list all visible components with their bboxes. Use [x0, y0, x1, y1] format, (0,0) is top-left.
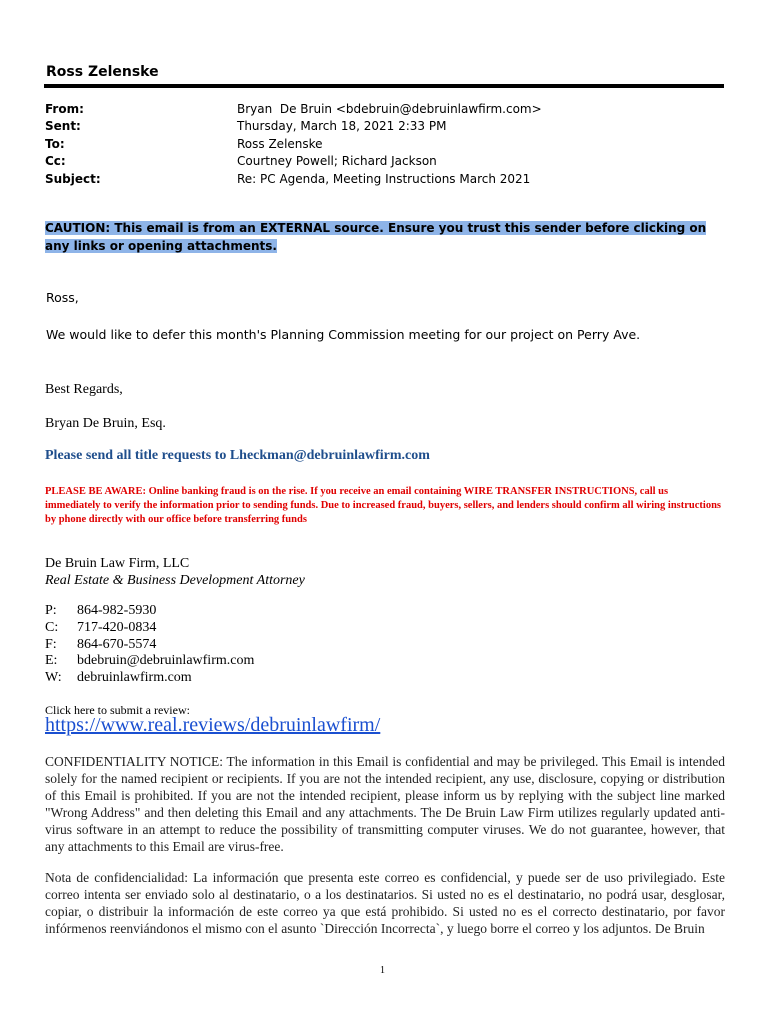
contact-key: P:: [45, 603, 57, 618]
caution-text: CAUTION: This email is from an EXTERNAL source. Ensure you trust this sender before clicking on any links or opening attachments.: [45, 221, 707, 253]
signer-name: Bryan De Bruin, Esq.: [45, 416, 166, 431]
contact-key: E:: [45, 653, 58, 669]
greeting: Ross,: [46, 290, 79, 305]
wire-fraud-warning: PLEASE BE AWARE: Online banking fraud is on the rise. If you receive an email containing WIRE TRANSFER INSTRUCTIONS, call us immediately to verify the information prior to sending funds. Due to increased fraud, buyers, sellers, and lenders should confirm all wiring instructions by phone directly with our office before transferring funds: [45, 486, 721, 526]
contact-value: 864-982-5930: [77, 603, 157, 618]
message-body: We would like to defer this month's Planning Commission meeting for our project on Perry Ave.: [46, 327, 641, 342]
from-label: From:: [45, 102, 84, 116]
contact-value: 864-670-5574: [77, 636, 157, 652]
contact-row-phone: [45, 603, 254, 620]
mailbox-owner-name: Ross Zelenske: [46, 64, 159, 80]
contact-key: W:: [45, 670, 62, 686]
contact-value: bdebruin@debruinlawfirm.com: [77, 653, 255, 669]
firm-subtitle: Real Estate & Business Development Attorney: [45, 573, 305, 588]
to-value: Ross Zelenske: [237, 136, 323, 151]
cc-label: Cc:: [45, 154, 66, 169]
contact-row-email: [45, 653, 254, 670]
contact-key: C:: [45, 619, 59, 635]
review-label: Click here to submit a review:: [45, 703, 190, 717]
contact-key: F:: [45, 636, 57, 652]
subject-value: Re: PC Agenda, Meeting Instructions March 2021: [237, 171, 531, 186]
contact-row-web: [45, 670, 254, 687]
contact-list: [45, 603, 254, 687]
contact-row-cell: [45, 620, 254, 637]
subject-row: [45, 171, 725, 188]
subject-label: Subject:: [45, 171, 101, 186]
header-divider: [44, 84, 724, 88]
page-number: 1: [380, 965, 385, 976]
to-label: To:: [45, 136, 65, 151]
email-header-block: [45, 101, 725, 188]
sent-label: Sent:: [45, 119, 81, 134]
contact-value: 717-420-0834: [77, 619, 157, 635]
sent-row: [45, 118, 725, 135]
cc-value: Courtney Powell; Richard Jackson: [237, 154, 437, 169]
confidentiality-notice: CONFIDENTIALITY NOTICE: The information in this Email is confidential and may be privileged. This Email is intended solely for the named recipient or recipients. If you are not the intended recipient, any use, disclosure, copying or distribution of this Email is prohibited. If you are not the intended recipient, please inform us by replying with the subject line marked "Wrong Address" and then deleting this Email and any attachments. The De Bruin Law Firm utilizes regularly updated anti-virus software in an attempt to reduce the possibility of transmitting computer viruses. We do not guarantee, however, that any attachments to this Email are virus-free.: [45, 754, 725, 854]
review-link[interactable]: https://www.real.reviews/debruinlawfirm/: [45, 714, 381, 736]
cc-row: [45, 153, 725, 170]
from-value: Bryan De Bruin <bdebruin@debruinlawfirm.com>: [237, 102, 542, 116]
closing-regards: Best Regards,: [45, 382, 123, 397]
contact-row-fax: [45, 637, 254, 654]
nota-de-confidencialidad: Nota de confidencialidad: La información que presenta este correo es confidencial, y puede ser de uso privilegiado. Este correo intenta ser enviado solo al destinatario, o a los destinatarios. Si usted no es el destinatario, no podrá usar, desglosar, copiar, o distribuir la información de este correo ya que está prohibido. Si usted no es el correcto destinatario, por favor infórmenos reenviándonos el mismo con el asunto `Dirección Incorrecta`, y luego borre el correo y los adjuntos. De Bruin: [45, 870, 725, 936]
to-row: [45, 136, 725, 153]
from-row: [45, 101, 725, 118]
sent-value: Thursday, March 18, 2021 2:33 PM: [237, 119, 447, 134]
external-caution-banner: [45, 220, 725, 255]
firm-name: De Bruin Law Firm, LLC: [45, 556, 190, 571]
title-requests-line: Please send all title requests to Lheckman@debruinlawfirm.com: [45, 448, 430, 463]
contact-value: debruinlawfirm.com: [77, 670, 192, 686]
